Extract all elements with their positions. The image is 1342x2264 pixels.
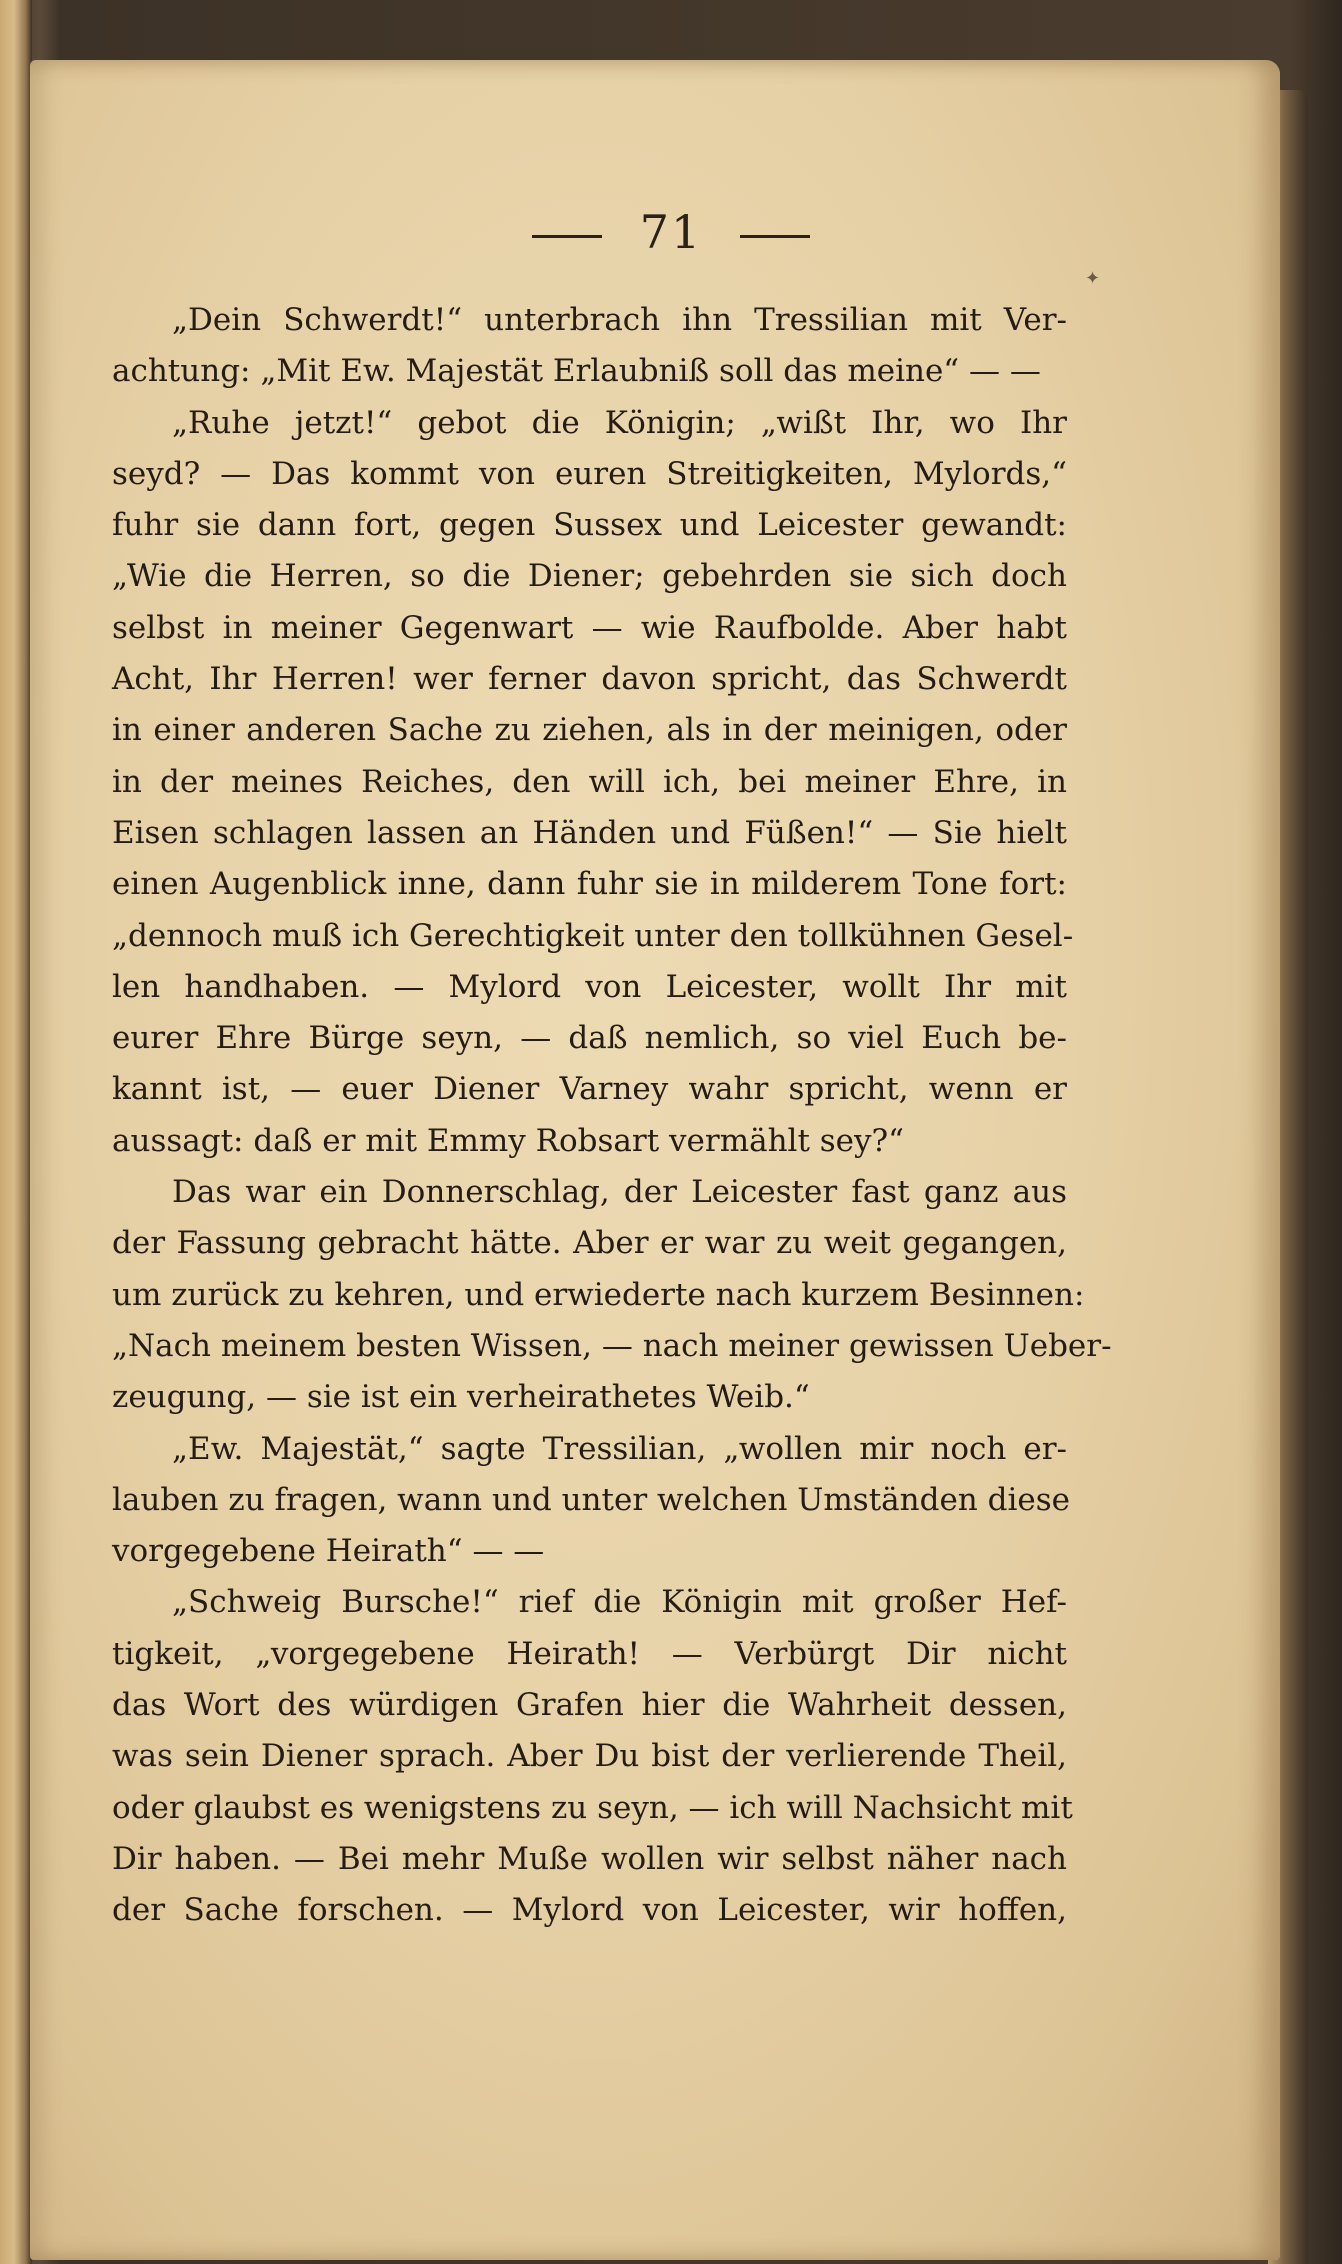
text-line: aussagt: daß er mit Emmy Robsart vermählt sey?“ (112, 1122, 905, 1159)
page-number: 71 (639, 205, 703, 259)
text-line: der Fassung gebracht hätte. Aber er war zu weit gegangen, (112, 1225, 1067, 1262)
text-line: „Nach meinem besten Wissen, — nach meiner gewissen Ueber- (112, 1327, 1112, 1364)
text-line: selbst in meiner Gegenwart — wie Raufbolde. Aber habt (112, 609, 1067, 646)
text-line: „Dein Schwerdt!“ unterbrach ihn Tressilian mit Ver- (172, 302, 1067, 338)
text-line: um zurück zu kehren, und erwiederte nach kurzem Besinnen: (112, 1276, 1085, 1313)
text-line: achtung: „Mit Ew. Majestät Erlaubniß soll das meine“ — — (112, 353, 1041, 390)
facing-page-edge (0, 0, 32, 2264)
text-line: tigkeit, „vorgegebene Heirath! — Verbürgt Dir nicht (112, 1635, 1067, 1672)
text-line: einen Augenblick inne, dann fuhr sie in milderem Tone fort: (112, 866, 1067, 903)
text-line: seyd? — Das kommt von euren Streitigkeiten, Mylords,“ (112, 455, 1067, 492)
text-line: fuhr sie dann fort, gegen Sussex und Leicester gewandt: (112, 507, 1067, 544)
text-line: „Schweig Bursche!“ rief die Königin mit großer Hef- (172, 1584, 1067, 1621)
text-line: zeugung, — sie ist ein verheirathetes Weib.“ (112, 1379, 810, 1416)
header-dash-right (740, 235, 810, 238)
text-line: Dir haben. — Bei mehr Muße wollen wir selbst näher nach (112, 1840, 1067, 1877)
text-line: oder glaubst es wenigstens zu seyn, — ich will Nachsicht mit (112, 1789, 1073, 1826)
text-line: „Ruhe jetzt!“ gebot die Königin; „wißt Ihr, wo Ihr (172, 404, 1067, 441)
text-line: was sein Diener sprach. Aber Du bist der verlierende Theil, (112, 1738, 1067, 1775)
header-dash-left (532, 235, 602, 238)
text-line: das Wort des würdigen Grafen hier die Wahrheit dessen, (112, 1687, 1067, 1724)
text-line: „Ew. Majestät,“ sagte Tressilian, „wollen mir noch er- (172, 1430, 1067, 1467)
text-line: Das war ein Donnerschlag, der Leicester fast ganz aus (172, 1174, 1067, 1211)
text-line: der Sache forschen. — Mylord von Leicester, wir hoffen, (112, 1892, 1067, 1929)
text-line: Acht, Ihr Herren! wer ferner davon spricht, das Schwerdt (112, 661, 1067, 698)
text-line: Eisen schlagen lassen an Händen und Füßen!“ — Sie hielt (112, 814, 1067, 851)
text-line: lauben zu fragen, wann und unter welchen Umständen diese (112, 1481, 1070, 1518)
page-body (112, 295, 1112, 1937)
ink-mark: ✦ (1085, 268, 1101, 289)
text-line: kannt ist, — euer Diener Varney wahr spricht, wenn er (112, 1071, 1067, 1108)
text-line: „dennoch muß ich Gerechtigkeit unter den tollkühnen Gesel- (112, 917, 1074, 954)
text-line: eurer Ehre Bürge seyn, — daß nemlich, so viel Euch be- (112, 1020, 1067, 1057)
page-header (0, 205, 1342, 259)
text-line: „Wie die Herren, so die Diener; gebehrden sie sich doch (112, 558, 1067, 595)
text-line: vorgegebene Heirath“ — — (112, 1533, 545, 1570)
text-line: in der meines Reiches, den will ich, bei meiner Ehre, in (112, 763, 1067, 800)
text-line: len handhaben. — Mylord von Leicester, wollt Ihr mit (112, 968, 1067, 1005)
text-line: in einer anderen Sache zu ziehen, als in der meinigen, oder (112, 712, 1067, 749)
